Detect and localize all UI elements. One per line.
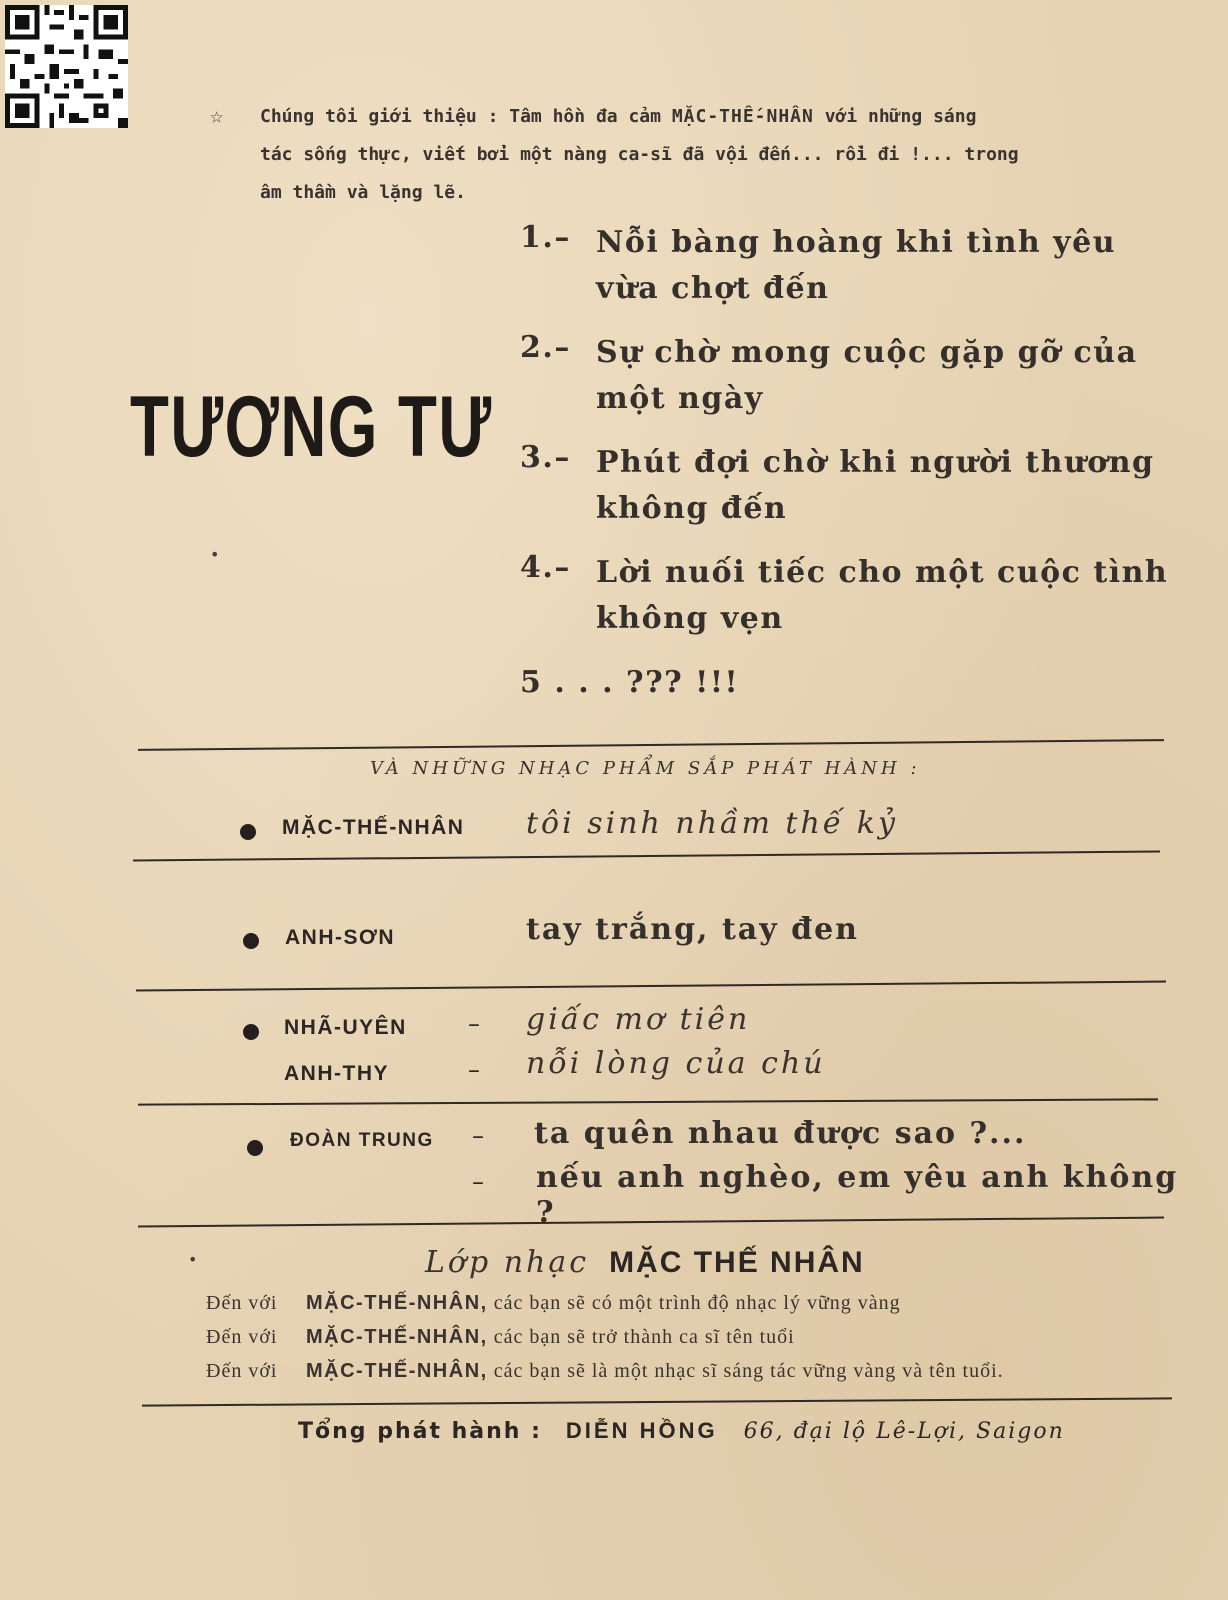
track-number: 2.– [520, 330, 571, 365]
artist-name: NHÃ-UYÊN [284, 1016, 407, 1039]
track-item [520, 220, 1190, 312]
music-class-title [425, 1245, 865, 1280]
music-class-prefix: Lớp nhạc [425, 1245, 590, 1280]
artist-name: ANH-SƠN [285, 926, 396, 949]
bullet-icon [243, 933, 259, 949]
song-title: tay trắng, tay đen [526, 912, 859, 947]
track-title: 5 . . . ??? !!! [520, 665, 740, 700]
track-item [520, 330, 1190, 422]
ink-speck: • [210, 545, 220, 564]
track-number: 3.– [520, 440, 571, 475]
ink-speck: • [188, 1250, 198, 1269]
intro-line-1: Chúng tôi giới thiệu : Tâm hồn đa cảm MẶC-THẾ-NHÂN với những sáng [260, 106, 977, 127]
track-item [520, 440, 1190, 532]
bullet-icon [243, 1024, 259, 1040]
promo-line: Đến với MẶC-THẾ-NHÂN, các bạn sẽ trở thành ca sĩ tên tuổi [206, 1326, 795, 1348]
track-item [520, 550, 1190, 642]
album-title: TƯƠNG TƯ [130, 379, 493, 475]
song-title: nỗi lòng của chú [526, 1046, 826, 1081]
bullet-icon [247, 1140, 263, 1156]
song-title: ta quên nhau được sao ?... [534, 1116, 1027, 1151]
dash-separator: – [468, 1010, 480, 1038]
promo-name: MẶC-THẾ-NHÂN, [306, 1292, 488, 1314]
artist-name: ANH-THY [284, 1062, 389, 1085]
promo-text: các bạn sẽ có một trình độ nhạc lý vững vàng [493, 1292, 901, 1314]
intro-line-3: âm thầm và lặng lẽ. [260, 182, 466, 203]
qr-code [5, 5, 128, 128]
track-item [520, 660, 1190, 706]
promo-line: Đến với MẶC-THẾ-NHÂN, các bạn sẽ có một trình độ nhạc lý vững vàng [206, 1292, 901, 1314]
track-number: 4.– [520, 550, 571, 585]
upcoming-heading: VÀ NHỮNG NHẠC PHẨM SẮP PHÁT HÀNH : [370, 758, 921, 779]
dash-separator: – [468, 1056, 480, 1084]
star-icon: ☆ [210, 104, 224, 129]
song-title: nếu anh nghèo, em yêu anh không ? [536, 1160, 1179, 1230]
promo-line: Đến với MẶC-THẾ-NHÂN, các bạn sẽ là một nhạc sĩ sáng tác vững vàng và tên tuổi. [206, 1360, 1004, 1382]
track-title: Sự chờ mong cuộc gặp gỡ của một ngày [596, 335, 1138, 416]
track-number: 1.– [520, 220, 571, 255]
intro-author-name: MẶC-THẾ-NHÂN [671, 106, 814, 127]
song-title: giấc mơ tiên [526, 1002, 751, 1037]
track-title: Lời nuối tiếc cho một cuộc tình không vẹn [596, 555, 1169, 636]
artist-name: ĐOÀN TRUNG [290, 1130, 434, 1151]
artist-name: MẶC-THẾ-NHÂN [282, 816, 465, 839]
track-title: Phút đợi chờ khi người thương không đến [596, 445, 1155, 526]
dash-separator: – [472, 1168, 484, 1196]
promo-text: các bạn sẽ trở thành ca sĩ tên tuổi [493, 1326, 795, 1348]
promo-text: các bạn sẽ là một nhạc sĩ sáng tác vững vàng và tên tuổi. [493, 1360, 1004, 1382]
distributor-label: Tổng phát hành : [298, 1419, 542, 1444]
promo-name: MẶC-THẾ-NHÂN, [306, 1360, 488, 1382]
footer-distributor [298, 1418, 1065, 1444]
publisher-name: DIỄN HỒNG [565, 1418, 718, 1443]
song-title: tôi sinh nhầm thế kỷ [526, 806, 898, 841]
track-list [520, 220, 1190, 724]
bullet-icon [240, 824, 256, 840]
promo-name: MẶC-THẾ-NHÂN, [306, 1326, 488, 1348]
intro-line-2: tác sống thực, viết bởi một nàng ca-sĩ đã vội đến... rồi đi !... trong [260, 144, 1019, 165]
intro-paragraph [210, 98, 1189, 212]
music-class-name: MẶC THẾ NHÂN [609, 1246, 865, 1279]
dash-separator: – [472, 1122, 484, 1150]
track-title: Nỗi bàng hoàng khi tình yêu vừa chợt đến [596, 225, 1117, 306]
publisher-address: 66, đại lộ Lê-Lợi, Saigon [743, 1419, 1065, 1444]
